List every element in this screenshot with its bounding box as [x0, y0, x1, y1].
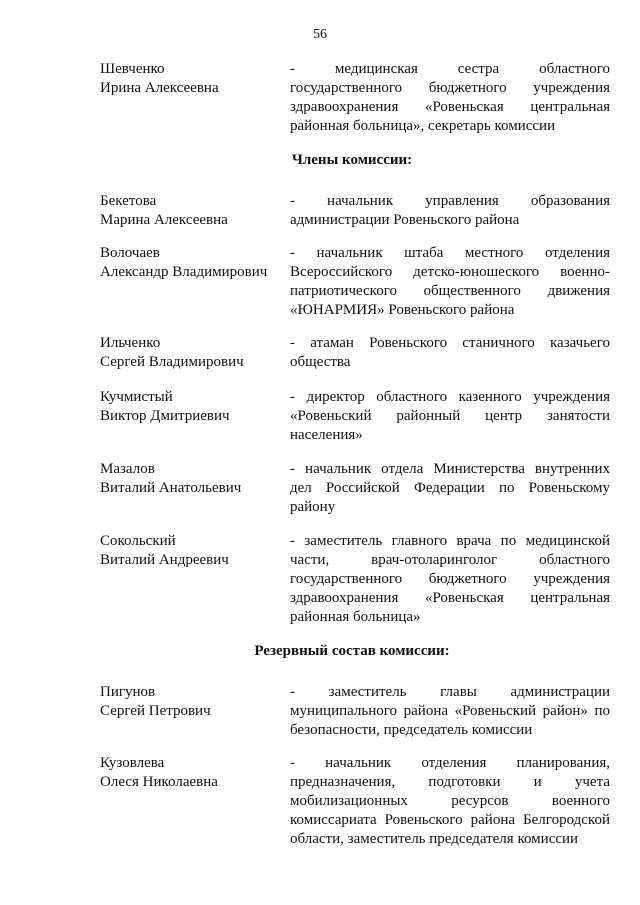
person-role: - начальник отдела Министерства внутренних дел Российской Федерации по Ровеньскому району: [290, 461, 610, 515]
surname: Бекетова: [100, 193, 157, 209]
person-name: [100, 388, 285, 426]
reserve-heading: Резервный состав комиссии:: [254, 643, 450, 659]
surname: Шевченко: [100, 61, 165, 77]
person-role: - заместитель главного врача по медицинской части, врач-отоларинголог областного государственного бюджетного учреждения здравоохранения «Ровеньская центральная районная больница»: [290, 533, 610, 625]
person-name: [100, 244, 285, 282]
person-role: - заместитель главы администрации муниципального района «Ровеньский район» по безопасности, председатель комиссии: [290, 684, 610, 738]
person-name: [100, 460, 285, 498]
person-name: [100, 60, 285, 98]
surname: Кузовлева: [100, 755, 165, 771]
given-names: Виталий Андреевич: [100, 552, 229, 568]
given-names: Сергей Петрович: [100, 703, 211, 719]
page-number: 56: [313, 27, 327, 42]
surname: Ильченко: [100, 335, 161, 351]
surname: Пигунов: [100, 684, 156, 700]
person-role: - начальник отделения планирования, предназначения, подготовки и учета мобилизационных ресурсов военного комиссариата Ровеньского района Белгородской области, заместитель председателя комиссии: [290, 755, 610, 847]
members-heading: Члены комиссии:: [291, 152, 413, 168]
given-names: Виталий Анатольевич: [100, 480, 242, 496]
surname: Мазалов: [100, 461, 155, 477]
surname: Сокольский: [100, 533, 176, 549]
person-name: [100, 334, 285, 372]
surname: Волочаев: [100, 245, 160, 261]
given-names: Ирина Алексеевна: [100, 80, 219, 96]
given-names: Марина Алексеевна: [100, 212, 228, 228]
surname: Кучмистый: [100, 389, 173, 405]
given-names: Сергей Владимирович: [100, 354, 244, 370]
person-role: - начальник управления образования администрации Ровеньского района: [290, 193, 610, 228]
given-names: Александр Владимирович: [100, 264, 268, 280]
person-role: - медицинская сестра областного государственного бюджетного учреждения здравоохранения «Ровеньская центральная районная больница», секретарь комиссии: [290, 61, 610, 134]
person-name: [100, 683, 285, 721]
person-name: [100, 192, 285, 230]
person-role: - директор областного казенного учреждения «Ровеньский районный центр занятости населения»: [290, 389, 610, 443]
person-name: [100, 532, 285, 570]
given-names: Виктор Дмитриевич: [100, 408, 230, 424]
given-names: Олеся Николаевна: [100, 774, 218, 790]
person-role: - атаман Ровеньского станичного казачьего общества: [290, 335, 610, 370]
person-role: - начальник штаба местного отделения Всероссийского детско-юношеского военно-патриотического общественного движения «ЮНАРМИЯ» Ровеньского района: [290, 245, 610, 318]
person-name: [100, 754, 285, 792]
